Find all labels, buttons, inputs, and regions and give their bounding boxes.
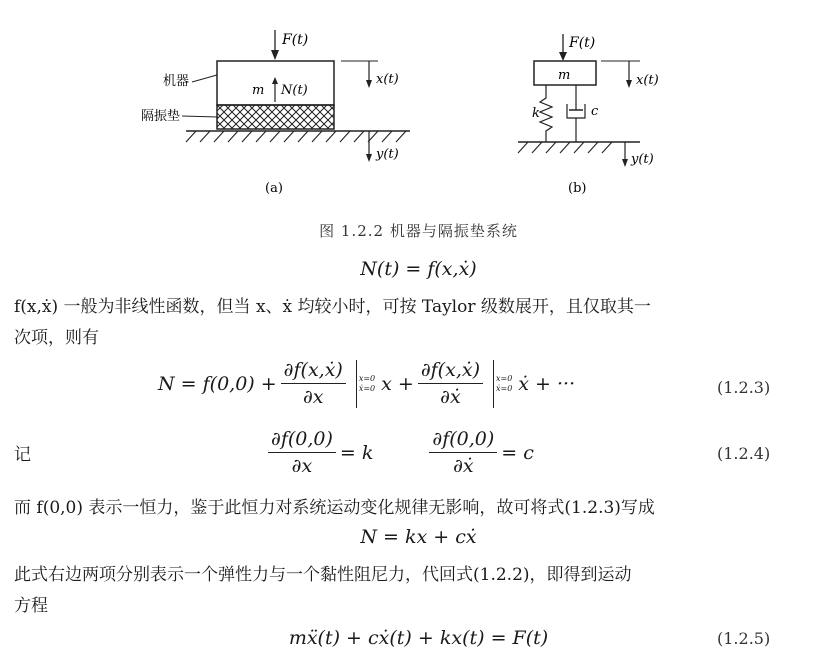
eq123-sub2-top: x=0 (495, 373, 513, 383)
equation-number-1-2-3: (1.2.3) (717, 378, 771, 397)
panel-a (141, 30, 410, 196)
figure-caption: 图 1.2.2 机器与隔振垫系统 (319, 222, 518, 240)
paragraph-3-line-1: 此式右边两项分别表示一个弹性力与一个黏性阻尼力，代回式(1.2.2)，即得到运动 (14, 565, 632, 585)
equation-number-1-2-5: (1.2.5) (717, 629, 771, 648)
eq123-term-2: ẋ + ··· (518, 372, 576, 395)
eq123-eval-2 (496, 374, 512, 394)
machine-label: 机器 (163, 74, 190, 89)
eq123-frac2-den: ∂ẋ (440, 386, 461, 408)
eq123-eval-bar-2 (493, 360, 494, 408)
mass-label-b: m (558, 68, 571, 83)
eq123-lhs: N = f(0,0) + (158, 372, 277, 395)
equation-1-2-5: mẍ(t) + cẋ(t) + kx(t) = F(t) (288, 627, 549, 649)
mass-label-a: m (252, 83, 265, 98)
eq124-frac2-den: ∂ẋ (453, 455, 474, 477)
equation-1-2-4 (264, 428, 534, 477)
ji-label: 记 (14, 445, 31, 465)
eq124-fraction-2 (429, 428, 497, 477)
y-label-a: y(t) (376, 147, 399, 162)
eq123-eval-bar-1 (356, 360, 357, 408)
paragraph-1-line-1: f(x,ẋ) 一般为非线性函数，但当 x、ẋ 均较小时，可按 Taylor 级数展开，且仅取其一 (14, 297, 651, 317)
eq124-rhs-1: = k (339, 441, 374, 464)
eq123-fraction-2 (418, 359, 483, 408)
equation-N: N(t) = f(x,ẋ) (360, 258, 477, 280)
eq123-sub1-bot: ẋ=0 (358, 383, 376, 393)
eq124-frac1-num: ∂f(0,0) (268, 428, 336, 453)
eq123-fraction-1 (281, 359, 346, 408)
panel-label-a: (a) (265, 181, 283, 196)
eq123-sub1-top: x=0 (358, 373, 376, 383)
eq124-fraction-1 (268, 428, 336, 477)
x-label-a: x(t) (376, 72, 399, 87)
paragraph-2: 而 f(0,0) 表示一恒力，鉴于此恒力对系统运动变化规律无影响，故可将式(1.2.3)写成 (14, 498, 655, 518)
spring (540, 85, 552, 142)
figure-1-2-2 (0, 0, 837, 215)
x-label-b: x(t) (636, 73, 659, 88)
panel-b (518, 34, 659, 196)
equation-N-kx-cx: N = kx + cẋ (360, 526, 477, 548)
force-label-a: F(t) (282, 32, 309, 48)
y-label-b: y(t) (631, 152, 654, 167)
figure-drawing (0, 0, 837, 215)
eq123-frac2-num: ∂f(x,ẋ) (418, 359, 483, 384)
eq123-frac1-den: ∂x (302, 386, 324, 408)
eq124-frac2-num: ∂f(0,0) (429, 428, 497, 453)
eq124-frac1-den: ∂x (291, 455, 313, 477)
isolation-pad (217, 105, 334, 129)
spring-label: k (532, 106, 540, 121)
paragraph-1-line-2: 次项，则有 (14, 328, 99, 348)
equation-number-1-2-4: (1.2.4) (717, 444, 771, 463)
panel-label-b: (b) (568, 181, 587, 196)
eq123-term-1: x + (381, 372, 414, 395)
paragraph-3-line-2: 方程 (14, 596, 48, 616)
force-label-b: F(t) (569, 35, 596, 51)
eq123-eval-1 (359, 374, 375, 394)
equation-1-2-3 (158, 359, 575, 408)
normal-label: N(t) (281, 83, 308, 98)
eq124-rhs-2: = c (501, 441, 534, 464)
pad-label: 隔振垫 (141, 109, 181, 124)
damper-label: c (591, 104, 599, 119)
eq123-sub2-bot: ẋ=0 (495, 383, 513, 393)
eq123-frac1-num: ∂f(x,ẋ) (281, 359, 346, 384)
